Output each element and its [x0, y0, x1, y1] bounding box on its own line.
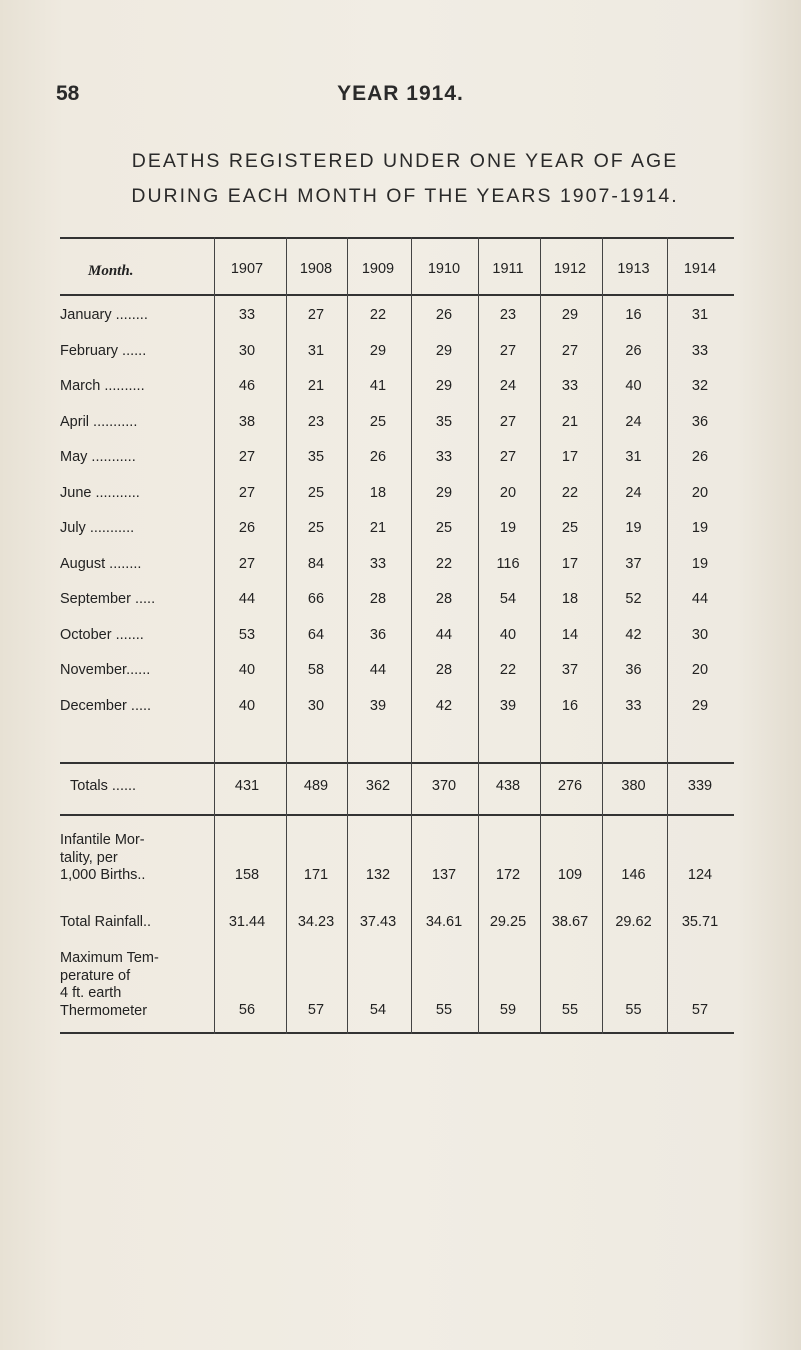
- month-label: March ..........: [60, 378, 145, 394]
- table-cell: 66: [307, 591, 325, 607]
- infant-mortality-cell: 158: [234, 867, 260, 883]
- table-cell: 35: [435, 413, 453, 430]
- table-cell: 25: [561, 520, 579, 536]
- table-cell: 30: [238, 342, 256, 359]
- table-cell: 17: [561, 449, 579, 465]
- table-cell: 26: [691, 449, 709, 465]
- totals-cell: 438: [495, 778, 521, 794]
- table-cell: 21: [561, 413, 579, 430]
- infant-mortality-cell: 132: [365, 867, 391, 883]
- table-cell: 25: [435, 520, 453, 536]
- table-cell: 19: [691, 555, 709, 572]
- infant-mortality-label-line: tality, per: [60, 849, 118, 866]
- rainfall-cell: 34.23: [297, 914, 335, 930]
- table-cell: 36: [625, 662, 642, 678]
- running-title: YEAR 1914.: [337, 82, 464, 105]
- year-header: 1907: [230, 261, 264, 277]
- infant-mortality-cell: 137: [431, 867, 457, 883]
- table-cell: 33: [435, 449, 453, 465]
- table-cell: 27: [561, 342, 579, 359]
- year-header: 1910: [427, 261, 461, 277]
- table-cell: 19: [625, 520, 642, 536]
- month-label: December .....: [60, 697, 152, 714]
- table-cell: 44: [238, 591, 256, 607]
- totals-bottom-rule: [60, 814, 734, 816]
- table-cell: 27: [307, 307, 325, 323]
- rainfall-cell: 31.44: [228, 914, 266, 930]
- table-cell: 25: [307, 484, 325, 501]
- month-label: April ...........: [60, 413, 138, 430]
- table-cell: 20: [691, 662, 709, 678]
- month-column-header: Month.: [88, 263, 134, 279]
- table-cell: 40: [499, 626, 517, 643]
- infant-mortality-cell: 172: [495, 867, 521, 883]
- totals-cell: 362: [365, 778, 391, 794]
- table-cell: 24: [625, 484, 642, 501]
- table-cell: 26: [238, 520, 256, 536]
- table-cell: 28: [435, 591, 453, 607]
- table-cell: 37: [561, 662, 579, 678]
- table-cell: 37: [625, 555, 642, 572]
- month-label: February ......: [60, 342, 147, 359]
- table-cell: 42: [625, 626, 642, 643]
- table-cell: 52: [625, 591, 642, 607]
- table-cell: 27: [499, 449, 517, 465]
- month-label: September .....: [60, 591, 156, 607]
- table-cell: 36: [369, 626, 387, 643]
- table-cell: 44: [369, 662, 387, 678]
- totals-top-rule: [60, 762, 734, 764]
- infant-mortality-label-line: Infantile Mor-: [60, 832, 145, 848]
- table-cell: 18: [369, 484, 387, 501]
- table-cell: 22: [499, 662, 517, 678]
- max-temperature-cell: 59: [499, 1002, 517, 1018]
- table-cell: 23: [499, 307, 517, 323]
- table-cell: 21: [307, 378, 325, 394]
- infant-mortality-label-line: 1,000 Births..: [60, 867, 146, 883]
- totals-cell: 431: [234, 778, 260, 794]
- table-cell: 26: [435, 307, 453, 323]
- max-temperature-cell: 55: [561, 1002, 579, 1018]
- table-cell: 14: [561, 626, 579, 643]
- table-cell: 31: [307, 342, 325, 359]
- month-label: November......: [60, 662, 151, 678]
- rainfall-cell: 38.67: [551, 914, 589, 930]
- table-cell: 33: [691, 342, 709, 359]
- year-header: 1912: [553, 261, 587, 277]
- table-cell: 27: [499, 413, 517, 430]
- totals-cell: 276: [557, 778, 583, 794]
- table-cell: 22: [435, 555, 453, 572]
- table-cell: 33: [238, 307, 256, 323]
- page-number: 58: [56, 82, 80, 105]
- table-cell: 18: [561, 591, 579, 607]
- max-temperature-cell: 56: [238, 1002, 256, 1018]
- table-cell: 22: [369, 307, 387, 323]
- table-cell: 36: [691, 413, 709, 430]
- max-temperature-label-line: Maximum Tem-: [60, 950, 159, 966]
- rainfall-cell: 29.25: [489, 914, 527, 930]
- table-cell: 84: [307, 555, 325, 572]
- max-temperature-label-line: perature of: [60, 967, 131, 984]
- table-cell: 44: [691, 591, 709, 607]
- table-cell: 27: [238, 555, 256, 572]
- table-cell: 25: [369, 413, 387, 430]
- page-header: [0, 76, 801, 116]
- infant-mortality-cell: 146: [621, 867, 646, 883]
- table-cell: 19: [499, 520, 517, 536]
- table-cell: 44: [435, 626, 453, 643]
- max-temperature-cell: 57: [691, 1002, 709, 1018]
- table-cell: 30: [307, 697, 325, 714]
- table-cell: 17: [561, 555, 579, 572]
- table-cell: 16: [561, 697, 579, 714]
- table-cell: 19: [691, 520, 709, 536]
- year-header: 1911: [492, 261, 524, 277]
- table-title-line-1: DEATHS REGISTERED UNDER ONE YEAR OF AGE: [131, 150, 679, 172]
- month-label: August ........: [60, 555, 142, 572]
- max-temperature-cell: 55: [435, 1002, 453, 1018]
- max-temperature-label-line: Thermometer: [60, 1002, 148, 1019]
- table-cell: 31: [691, 307, 709, 323]
- infant-mortality-cell: 124: [687, 867, 713, 883]
- table-cell: 54: [499, 591, 517, 607]
- table-cell: 41: [369, 378, 387, 394]
- rainfall-cell: 29.62: [615, 914, 652, 930]
- table-cell: 28: [369, 591, 387, 607]
- max-temperature-label: [60, 950, 212, 1020]
- table-cell: 32: [691, 378, 709, 394]
- table-cell: 27: [238, 449, 256, 465]
- max-temperature-cell: 55: [625, 1002, 642, 1018]
- table-cell: 24: [625, 413, 642, 430]
- totals-cell: 489: [303, 778, 329, 794]
- table-cell: 28: [435, 662, 453, 678]
- table-cell: 27: [499, 342, 517, 359]
- totals-cell: 339: [687, 778, 713, 794]
- table-cell: 29: [435, 484, 453, 501]
- table-cell: 29: [435, 342, 453, 359]
- totals-cell: 370: [431, 778, 457, 794]
- table-title-line-2: DURING EACH MONTH OF THE YEARS 1907-1914.: [131, 185, 679, 207]
- month-label: October .......: [60, 626, 144, 643]
- table-cell: 40: [625, 378, 642, 394]
- table-cell: 29: [435, 378, 453, 394]
- table-cell: 64: [307, 626, 325, 643]
- table-cell: 53: [238, 626, 256, 643]
- table-cell: 29: [691, 697, 709, 714]
- totals-label: Totals ......: [70, 778, 137, 794]
- month-label: June ...........: [60, 484, 140, 501]
- table-cell: 46: [238, 378, 256, 394]
- rainfall-cell: 34.61: [425, 914, 463, 930]
- table-cell: 39: [369, 697, 387, 714]
- table-cell: 35: [307, 449, 325, 465]
- totals-cell: 380: [621, 778, 646, 794]
- table-cell: 16: [625, 307, 642, 323]
- table-cell: 39: [499, 697, 517, 714]
- table-cell: 38: [238, 413, 256, 430]
- table-cell: 20: [499, 484, 517, 501]
- table-cell: 25: [307, 520, 325, 536]
- table-cell: 116: [496, 555, 520, 572]
- year-header: 1913: [617, 261, 650, 277]
- table-cell: 40: [238, 697, 256, 714]
- table-top-rule: [60, 237, 734, 239]
- table-cell: 31: [625, 449, 642, 465]
- table-cell: 26: [369, 449, 387, 465]
- table-cell: 24: [499, 378, 517, 394]
- table-cell: 26: [625, 342, 642, 359]
- table-cell: 30: [691, 626, 709, 643]
- year-header: 1908: [299, 261, 333, 277]
- table-bottom-rule: [60, 1032, 734, 1034]
- deaths-table: [60, 237, 734, 1019]
- rainfall-cell: 35.71: [681, 914, 719, 930]
- table-cell: 33: [625, 697, 642, 714]
- table-cell: 29: [369, 342, 387, 359]
- year-header: 1914: [683, 261, 717, 277]
- rainfall-label: Total Rainfall..: [60, 914, 152, 930]
- infant-mortality-cell: 171: [303, 867, 329, 883]
- table-cell: 23: [307, 413, 325, 430]
- table-cell: 21: [369, 520, 387, 536]
- table-cell: 42: [435, 697, 453, 714]
- max-temperature-cell: 54: [369, 1002, 387, 1018]
- table-cell: 20: [691, 484, 709, 501]
- table-cell: 27: [238, 484, 256, 501]
- max-temperature-label-line: 4 ft. earth: [60, 985, 122, 1001]
- year-header: 1909: [361, 261, 395, 277]
- infant-mortality-cell: 109: [557, 867, 583, 883]
- table-cell: 40: [238, 662, 256, 678]
- table-cell: 58: [307, 662, 325, 678]
- rainfall-cell: 37.43: [359, 914, 397, 930]
- month-label: May ...........: [60, 449, 136, 465]
- max-temperature-cell: 57: [307, 1002, 325, 1018]
- table-cell: 29: [561, 307, 579, 323]
- header-bottom-rule: [60, 294, 734, 296]
- table-cell: 33: [561, 378, 579, 394]
- month-label: January ........: [60, 307, 148, 323]
- table-cell: 22: [561, 484, 579, 501]
- infant-mortality-label: [60, 832, 212, 885]
- table-cell: 33: [369, 555, 387, 572]
- month-label: July ...........: [60, 520, 135, 536]
